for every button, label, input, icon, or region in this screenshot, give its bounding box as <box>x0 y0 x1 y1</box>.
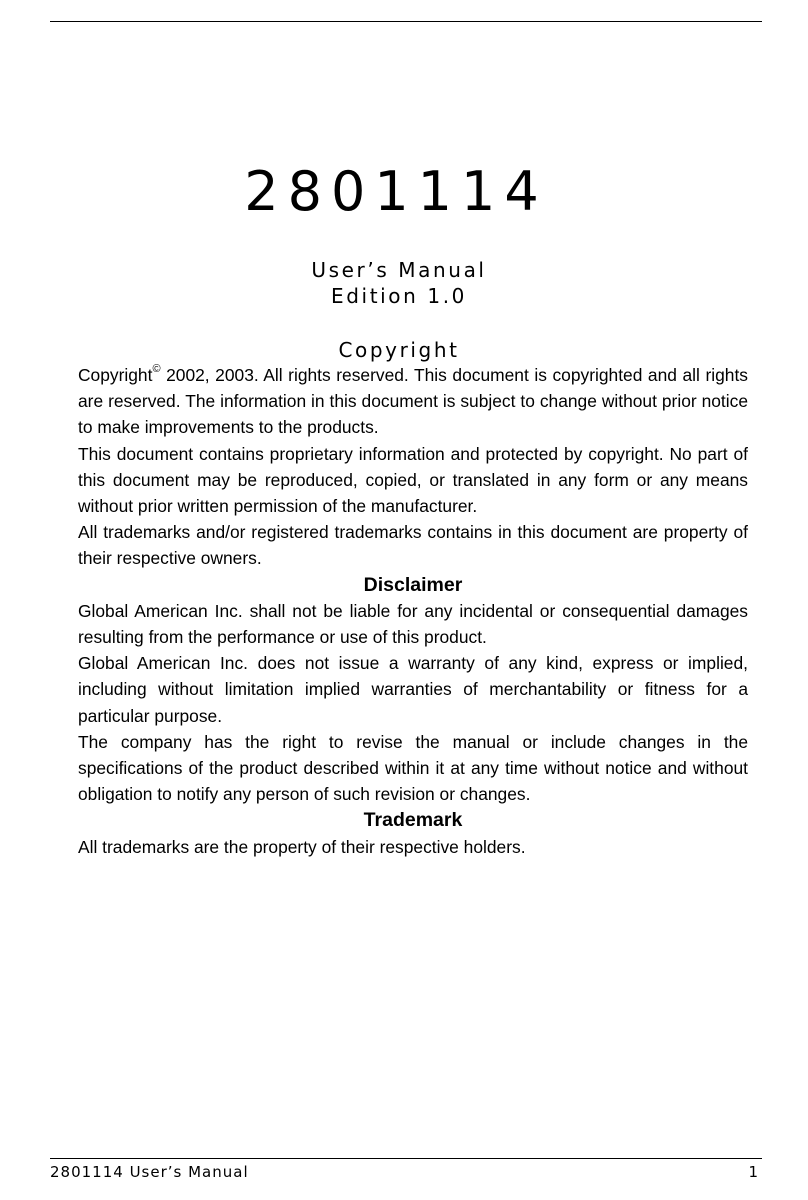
edition-subtitle: Edition 1.0 <box>331 284 467 308</box>
page-number: 1 <box>748 1163 758 1181</box>
copyright-paragraph-2: This document contains proprietary information and protected by copyright. No part of this document may be reproduced, copied, or translated in any form or any means without prior written permission of the manufacturer. <box>78 443 748 517</box>
model-number-title: 2801114 <box>244 160 548 223</box>
copyright-paragraph-1 <box>78 362 748 441</box>
disclaimer-paragraph-1: Global American Inc. shall not be liable for any incidental or consequential damages resulting from the performance or use of this product. <box>78 600 748 648</box>
copyright-lead-word: Copyright <box>78 365 153 385</box>
header-rule <box>50 21 762 22</box>
trademark-heading: Trademark <box>363 809 463 832</box>
copyright-paragraph-3: All trademarks and/or registered trademarks contains in this document are property of their respective owners. <box>78 522 748 569</box>
disclaimer-paragraph-3: The company has the right to revise the manual or include changes in the specifications of the product described within it at any time without notice and without obligation to notify any person of such revision or changes. <box>78 731 748 805</box>
copyright-heading: Copyright <box>338 338 460 362</box>
manual-subtitle: User’s Manual <box>311 258 487 282</box>
copyright-symbol: © <box>152 363 161 376</box>
disclaimer-paragraph-2: Global American Inc. does not issue a warranty of any kind, express or implied, including without limitation implied warranties of merchantability or fitness for a particular purpose. <box>78 653 748 726</box>
disclaimer-heading: Disclaimer <box>363 573 463 596</box>
page-body <box>78 362 748 860</box>
copyright-paragraph-1-text: 2002, 2003. All rights reserved. This document is copyrighted and all rights are reserved. The information in this document is subject to change without prior notice to make improvements to the products. <box>78 365 748 438</box>
footer-rule <box>50 1158 762 1159</box>
footer-manual-title: 2801114 User’s Manual <box>50 1163 249 1181</box>
trademark-paragraph: All trademarks are the property of their respective holders. <box>78 836 526 857</box>
